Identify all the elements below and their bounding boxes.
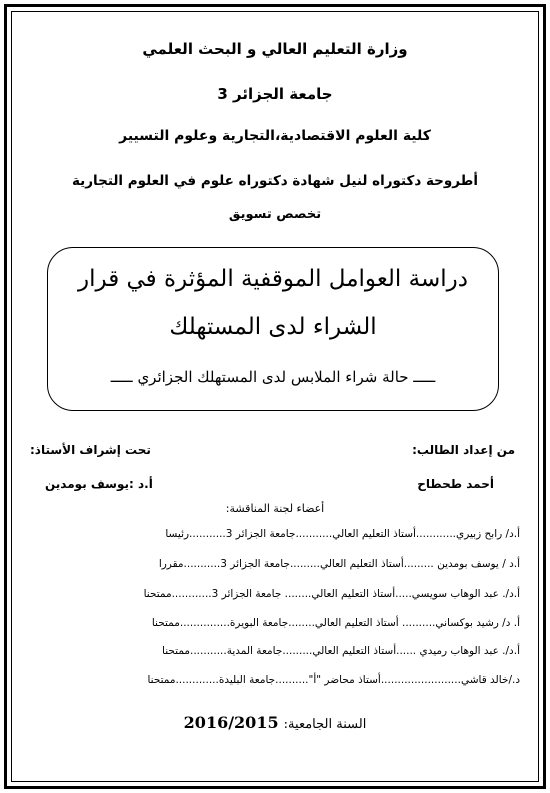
jury-member: أ.د/. عبد الوهاب رميدي ......أستاذ التعليم العالي.........جامعة المدية...........ممتحنا (162, 645, 520, 657)
supervisor-label: تحت إشراف الأستاذ: (30, 443, 151, 457)
thesis-title-box (47, 247, 499, 411)
thesis-type-heading: أطروحة دكتوراه لنيل شهادة دكتوراه علوم في العلوم التجارية (72, 173, 478, 189)
ministry-heading: وزارة التعليم العالي و البحث العلمي (142, 40, 408, 58)
student-name: أحمد طحطاح (417, 477, 494, 491)
thesis-title-line1: دراسة العوامل الموقفية المؤثرة في قرار (78, 266, 468, 292)
thesis-title-line2: الشراء لدى المستهلك (169, 314, 377, 340)
specialty-heading: تخصص تسويق (228, 207, 322, 222)
student-label: من إعداد الطالب: (412, 443, 515, 457)
jury-member: أ.د/ رابح زبيري............أستاذ التعليم العالي...........جامعة الجزائر 3...........رئيسا (165, 528, 520, 540)
jury-member: أ. د/ رشيد بوكساني.......... أستاذ التعليم العالي........جامعة البويرة...............ممتحنا (151, 617, 520, 629)
jury-member: أ.د / يوسف بومدين .........أستاذ التعليم العالي.........جامعة الجزائر 3...........مقررا (158, 558, 520, 570)
jury-member: د./خالد قاشي........................أستاذ محاضر "أ"..........جامعة البليدة.............ممتحنا (147, 674, 520, 686)
academic-year (0, 713, 550, 732)
jury-title: أعضاء لجنة المناقشة: (225, 502, 325, 515)
academic-year-value: 2016/2015 (183, 713, 279, 732)
university-heading: جامعة الجزائر 3 (217, 85, 333, 103)
faculty-heading: كلية العلوم الاقتصادية،التجارية وعلوم التسيير (119, 128, 431, 144)
jury-member: أ.د/. عبد الوهاب سويسي.....أستاذ التعليم العالي........ جامعة الجزائر 3............ممتحنا (143, 588, 520, 600)
academic-year-label: السنة الجامعية: (283, 717, 367, 732)
thesis-subtitle: ـــــ حالة شراء الملابس لدى المستهلك الجزائري ـــــ (110, 368, 436, 386)
supervisor-name: أ.د :يوسف بومدين (45, 477, 153, 491)
